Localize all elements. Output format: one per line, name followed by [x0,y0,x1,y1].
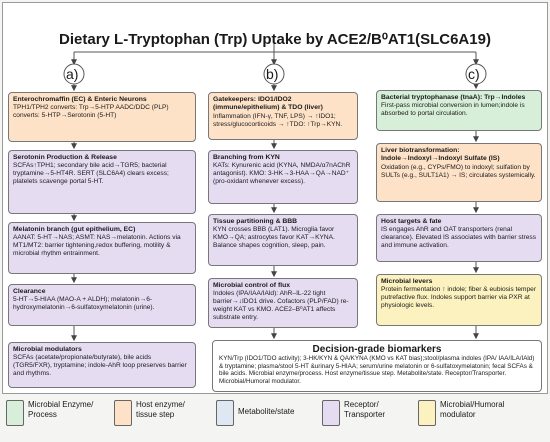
box-enterochromaffin [8,92,196,142]
box-title: Host targets & fate [381,218,442,225]
legend [0,396,550,442]
box-title: Clearance [13,288,46,295]
diagram-title: Dietary L-Tryptophan (Trp) Uptake by ACE2/B⁰AT1(SLC6A19) [59,31,491,48]
box-title: Microbial modulators [13,346,82,353]
biomarkers-text: KYN/Trp (IDO1/TDO activity); 3-HK/KYN & QA/KYNA (KMO vs KAT bias);stool/plasma indoles (IPA/ IAA/ILA/IAld) & tryptamine; plasma/stool 5-HT &urinary 5-HIAA; serum/urine melatonin or 6-sulfatoxymelatonin; fecal SCFAs & bile acids. Microbial enzyme/process. Host enzyme/tissue step. Metabolite/state. Receptor/Transporter. Microbial/Humoral modulator. [219,355,535,385]
box-text: SCFAs (acetate/propionate/butyrate), bile acids (TGR5/FXR), tryptamine; indole-AhR loop preserves barrier and rhythms. [13,354,187,378]
box-text: SCFAs↑TPH1; secondary bile acid→TGR5; bacterial tryptamine→5-HT4R. SERT (SLC6A4) clears excess; platelets scavenge portal 5-HT. [13,162,169,186]
box-title: Melatonin branch (gut epithelium, EC) [13,226,136,233]
box-title: Bacterial tryptophanase (tnaA): Trp→Indoles [381,94,526,101]
box-microbial-levers [376,274,542,326]
box-text: TPH1/TPH2 converts: Trp→5-HTP AADC/DDC (PLP) converts: 5-HTP→Serotonin (5-HT) [13,104,169,120]
box-title: Serotonin Production & Release [13,154,117,161]
box-serotonin-production [8,150,196,214]
box-text: Oxidation (e.g., CYPs/FMO) to indoxyl; sulfation by SULTs (e.g., SULT1A1) → IS; circulates systemically. [381,163,536,179]
box-title: Microbial control of flux [213,282,291,289]
box-microbial-modulators [8,342,196,388]
box-title: Gatekeepers: IDO1/IDO2 (immune/epithelium) & TDO (liver) [213,96,323,112]
column-label-b: b) [266,66,279,82]
box-bacterial-tryptophanase [376,90,542,131]
box-title: Tissue partitioning & BBB [213,218,298,225]
column-label-a: a) [66,66,79,82]
box-liver-biotransformation [376,143,542,202]
box-tissue-partitioning [208,214,358,266]
box-branching-kyn [208,150,358,204]
legend-swatch [114,400,132,426]
box-title: Enterochromaffin (EC) & Enteric Neurons [13,96,147,103]
box-host-targets [376,214,542,262]
box-text: 5-HT→5-HIAA (MAO-A + ALDH); melatonin→6-hydroxymelatonin→6-sulfatoxymelatonin (urine). [13,296,155,312]
box-title: Liver biotransformation: Indole→Indoxyl→Indoxyl Sulfate (IS) [381,147,500,163]
box-text: Indoles (IPA/IAA/IAld): AhR–IL-22 tight barrier→↓IDO1 drive. Cofactors (PLP/FAD) re-weight KAT vs KMO. ACE2–B⁰AT1 affects substrate entry. [213,290,349,322]
box-title: Branching from KYN [213,154,280,161]
legend-swatch [6,400,24,426]
box-text: KYN crosses BBB (LAT1). Microglia favor KMO→QA; astrocytes favor KAT→KYNA. Balance shapes cognition, sleep, pain. [213,226,335,250]
legend-label: Host enzyme/ tissue step [136,400,185,419]
box-text: Protein fermentation ↑ indole; fiber & eubiosis temper putrefactive flux. Indoles support barrier via PXR at physiologic levels. [381,286,537,310]
legend-swatch [216,400,234,426]
box-text: Inflammation (IFN-γ, TNF, LPS) → ↑IDO1; stress/glucocorticoids → ↑TDO: ↑Trp→KYN. [213,112,343,128]
box-text: IS engages AhR and OAT transporters (renal clearance). Elevated IS associates with barrier stress and immune activation. [381,226,537,250]
box-text: KATs: Kynurenic acid (KYNA, NMDA/α7nAChR antagonist). KMO: 3-HK→3-HAA→QA→NAD⁺ (pro-oxidant whenever excess). [213,162,351,186]
legend-swatch [418,400,436,426]
legend-label: Microbial/Humoral modulator [440,400,505,419]
box-gatekeepers [208,92,358,140]
legend-label: Metabolite/state [238,407,295,416]
box-text: AANAT: 5-HT→NAS; ASMT: NAS→melatonin. Actions via MT1/MT2: barrier tightening,redox buffering, motility & microbial rhythm entrainment. [13,234,181,258]
legend-label: Receptor/ Transporter [344,400,386,419]
box-melatonin-branch [8,222,196,274]
box-text: First-pass microbial conversion in lumen;indole is absorbed to portal circulation. [381,102,525,118]
box-clearance [8,284,196,326]
box-title: Microbial levers [381,278,433,285]
legend-label: Microbial Enzyme/ Process [28,400,94,419]
column-label-c: c) [468,66,480,82]
biomarkers-title: Decision-grade biomarkers [312,344,442,355]
box-biomarkers [212,340,542,392]
legend-swatch [322,400,340,426]
box-microbial-control [208,278,358,328]
